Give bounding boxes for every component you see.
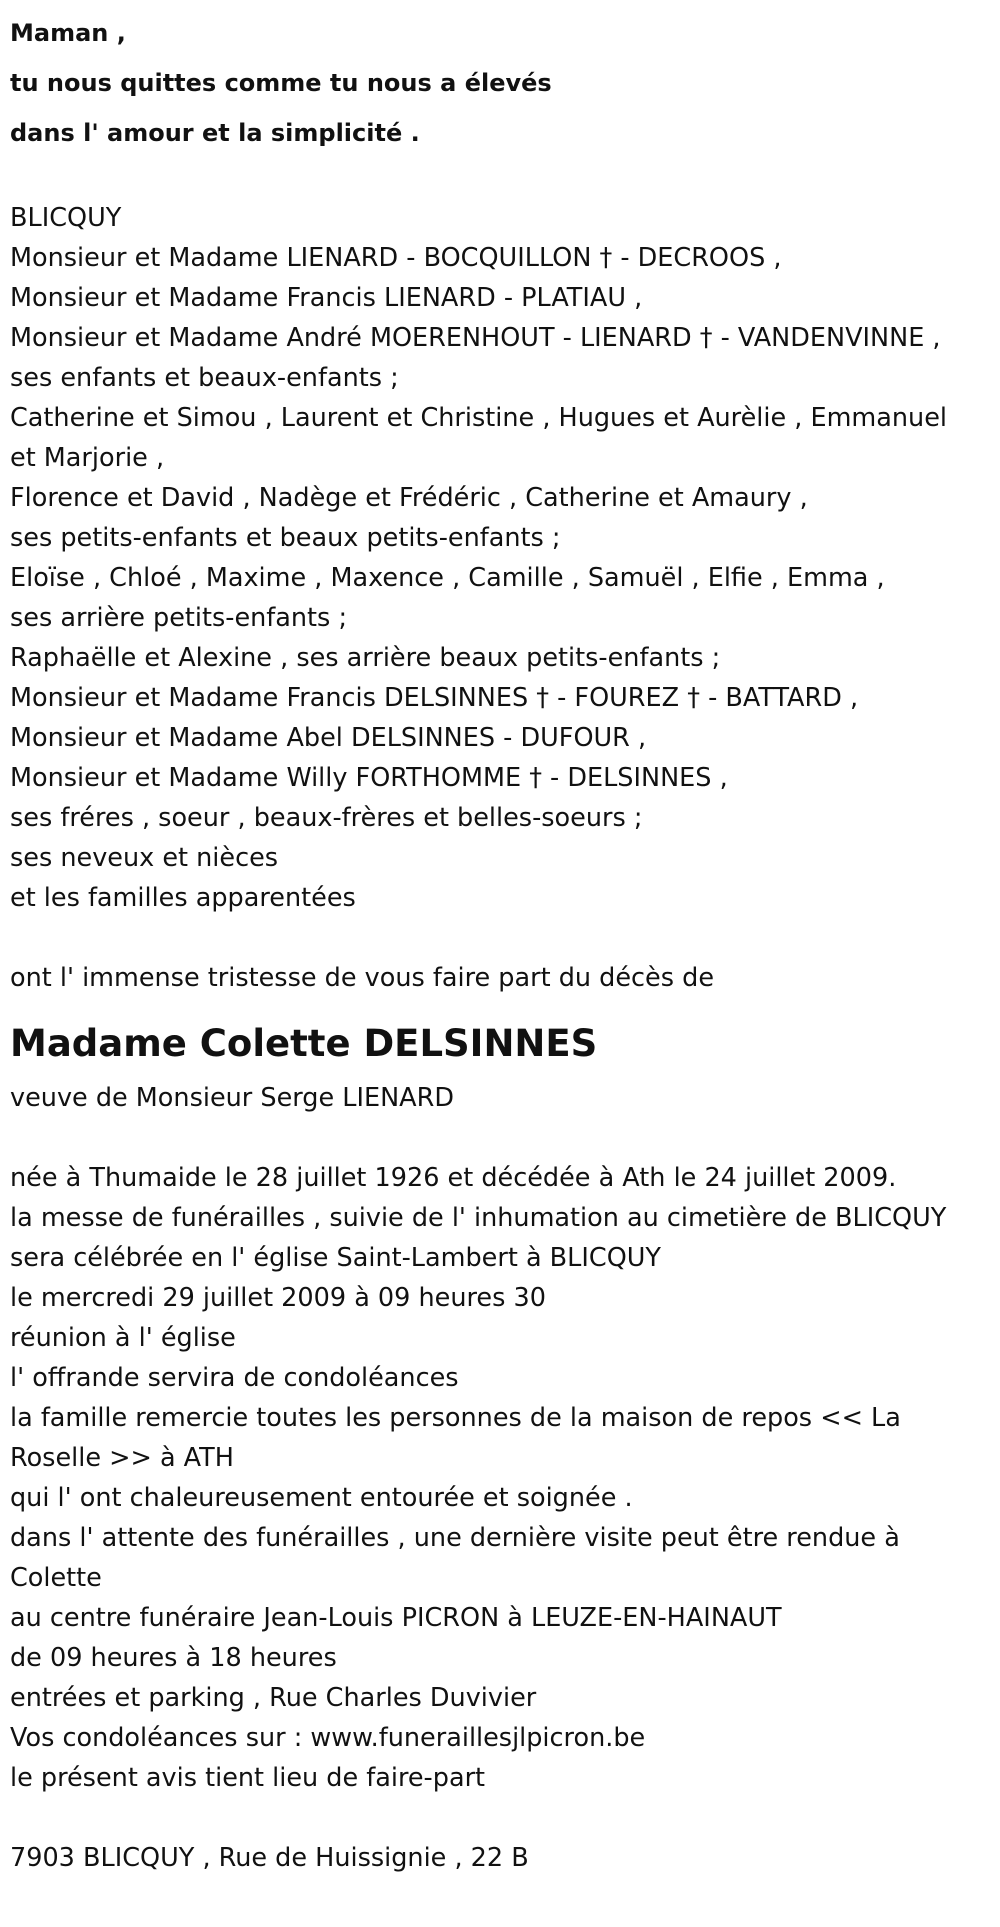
detail-line: le mercredi 29 juillet 2009 à 09 heures 30 [10, 1283, 546, 1313]
condolences-link-line: Vos condoléances sur : www.funeraillesjlpicron.be [10, 1723, 646, 1753]
spacer [10, 1118, 990, 1158]
detail-line: dans l' attente des funérailles , une dernière visite peut être rendue à [10, 1523, 900, 1553]
detail-line: sera célébrée en l' église Saint-Lambert à BLICQUY [10, 1243, 662, 1273]
detail-line: la messe de funérailles , suivie de l' inhumation au cimetière de BLICQUY [10, 1203, 947, 1233]
family-line: Monsieur et Madame Francis LIENARD - PLATIAU , [10, 283, 643, 313]
family-line: BLICQUY [10, 203, 122, 233]
intro-block [10, 8, 990, 158]
detail-line: de 09 heures à 18 heures [10, 1643, 337, 1673]
family-line: Monsieur et Madame Abel DELSINNES - DUFOUR , [10, 723, 647, 753]
intro-line: tu nous quittes comme tu nous a élevés [10, 69, 552, 97]
detail-line: l' offrande servira de condoléances [10, 1363, 459, 1393]
family-line: ses arrière petits-enfants ; [10, 603, 348, 633]
intro-line: Maman , [10, 19, 126, 47]
family-list [10, 198, 990, 918]
intro-line: dans l' amour et la simplicité . [10, 119, 420, 147]
family-line: Monsieur et Madame Willy FORTHOMME † - DELSINNES , [10, 763, 728, 793]
family-line: Monsieur et Madame André MOERENHOUT - LIENARD † - VANDENVINNE , [10, 323, 941, 353]
detail-line: née à Thumaide le 28 juillet 1926 et décédée à Ath le 24 juillet 2009. [10, 1163, 897, 1193]
family-line: et Marjorie , [10, 443, 165, 473]
detail-line: entrées et parking , Rue Charles Duvivier [10, 1683, 537, 1713]
family-line: Catherine et Simou , Laurent et Christine , Hugues et Aurèlie , Emmanuel [10, 403, 947, 433]
family-line: Monsieur et Madame LIENARD - BOCQUILLON † - DECROOS , [10, 243, 782, 273]
detail-line: la famille remercie toutes les personnes de la maison de repos << La [10, 1403, 901, 1433]
family-line: Eloïse , Chloé , Maxime , Maxence , Camille , Samuël , Elfie , Emma , [10, 563, 885, 593]
family-line: ses petits-enfants et beaux petits-enfants ; [10, 523, 561, 553]
spacer [10, 918, 990, 958]
family-line: ses fréres , soeur , beaux-frères et belles-soeurs ; [10, 803, 643, 833]
spacer [10, 1798, 990, 1838]
family-line: et les familles apparentées [10, 883, 356, 913]
family-line: Monsieur et Madame Francis DELSINNES † - FOUREZ † - BATTARD , [10, 683, 859, 713]
deceased-name: Madame Colette DELSINNES [10, 1022, 598, 1065]
family-line: ses neveux et nièces [10, 843, 279, 873]
spacer [10, 158, 990, 198]
detail-line: le présent avis tient lieu de faire-part [10, 1763, 486, 1793]
family-line: ses enfants et beaux-enfants ; [10, 363, 399, 393]
detail-line: Colette [10, 1563, 102, 1593]
family-line: Raphaëlle et Alexine , ses arrière beaux petits-enfants ; [10, 643, 721, 673]
announcement-text: ont l' immense tristesse de vous faire part du décès de [10, 963, 715, 993]
detail-line: qui l' ont chaleureusement entourée et soignée . [10, 1483, 633, 1513]
detail-line: Roselle >> à ATH [10, 1443, 234, 1473]
funeral-details [10, 1158, 990, 1798]
detail-line: réunion à l' église [10, 1323, 236, 1353]
address-text: 7903 BLICQUY , Rue de Huissignie , 22 B [10, 1843, 529, 1873]
detail-line: au centre funéraire Jean-Louis PICRON à LEUZE-EN-HAINAUT [10, 1603, 782, 1633]
widow-of-text: veuve de Monsieur Serge LIENARD [10, 1083, 454, 1113]
family-line: Florence et David , Nadège et Frédéric , Catherine et Amaury , [10, 483, 808, 513]
